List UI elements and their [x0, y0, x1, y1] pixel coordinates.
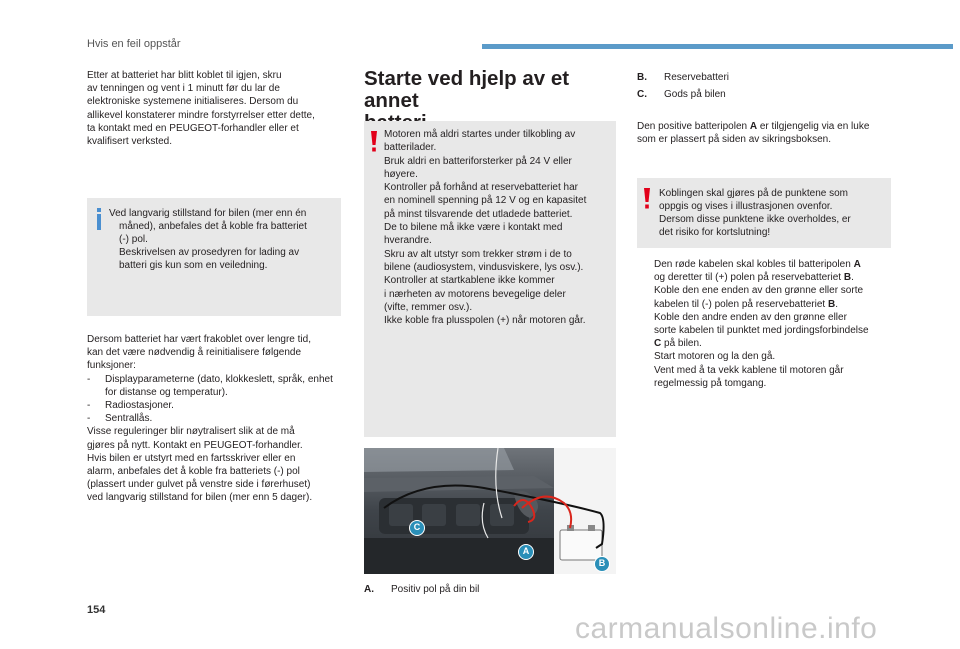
step-item [637, 364, 891, 390]
step-list [637, 258, 891, 390]
text-line: kvalifisert verksted. [87, 136, 173, 148]
list-item [87, 373, 343, 399]
dash-marker: - [87, 373, 91, 385]
text-run: regelmessig på tomgang. [654, 377, 767, 389]
step-item [637, 311, 891, 351]
text-line: Visse reguleringer blir nøytralisert slik at de må [87, 426, 295, 438]
callout-badge-c: C [409, 520, 425, 536]
text-line: alarm, anbefales det å koble fra batteriets (-) pol [87, 466, 300, 478]
text-line: en nominell spenning på 12 V og en kapasitet [384, 195, 587, 207]
text-line: Dersom batteriet har vært frakoblet over lengre tid, [87, 334, 311, 345]
heading-line: Starte ved hjelp av et annet [364, 67, 570, 112]
text-run-bold: B [827, 298, 836, 310]
left-reinit-section [87, 333, 343, 505]
legend-text: Reservebatteri [664, 72, 730, 83]
legend-text: Positiv pol på din bil [391, 584, 480, 595]
warning-icon [370, 131, 378, 153]
text-run-bold: A [749, 121, 758, 132]
text-line: ved langvarig stillstand for bilen (mer enn 5 dager). [87, 492, 313, 504]
list-item-text: Displayparameterne (dato, klokkeslett, språk, enhet for distanse og temperatur). [105, 373, 333, 398]
text-line: Ved langvarig stillstand for bilen (mer enn én [109, 208, 307, 219]
text-line: Skru av alt utstyr som trekker strøm i de to [384, 248, 572, 260]
warning-box-text [659, 187, 887, 239]
text-line: av tenningen og vent i 1 minutt før du lar de [87, 83, 280, 95]
legend-key: B. [637, 72, 647, 83]
text-line: kan det være nødvendig å reinitialisere følgende [87, 347, 302, 359]
chapter-header-bar [482, 44, 953, 49]
text-run: Start motoren og la den gå. [654, 351, 776, 363]
text-line [654, 337, 891, 350]
text-run: Koble den andre enden av den grønne eller [654, 311, 847, 323]
legend-key: C. [637, 89, 647, 100]
text-run: kabelen til (-) polen på reservebatteriet [654, 298, 828, 310]
text-line [654, 324, 891, 337]
warning-box [364, 121, 616, 437]
right-paragraph [637, 120, 891, 146]
function-list [87, 373, 343, 426]
text-line: Beskrivelsen av prosedyren for lading av [119, 247, 300, 258]
text-line: bilene (audiosystem, vindusviskere, lys osv.). [384, 261, 584, 273]
text-run: er tilgjengelig via en luke [757, 121, 870, 132]
text-line [654, 364, 891, 377]
page-number: 154 [87, 604, 106, 616]
legend-key: A. [364, 584, 374, 595]
text-line: Ikke koble fra plusspolen (+) når motoren går. [384, 315, 586, 327]
text-line: Hvis bilen er utstyrt med en fartsskriver eller en [87, 452, 296, 464]
step-item [637, 258, 891, 284]
text-line: batteri gis kun som en veiledning. [119, 260, 268, 271]
callout-badge-a: A [518, 544, 534, 560]
text-line [637, 120, 891, 133]
text-line [654, 311, 891, 324]
list-item-text: Radiostasjoner. [105, 400, 174, 412]
text-line: ta kontakt med en PEUGEOT-forhandler eller et [87, 122, 299, 134]
list-item-text: Sentrallås. [105, 413, 153, 425]
info-icon [94, 208, 104, 230]
text-line [637, 133, 891, 146]
text-line [654, 271, 891, 284]
callout-badge-b: B [594, 556, 610, 572]
text-line: det risiko for kortslutning! [659, 227, 771, 238]
warning-box [637, 178, 891, 248]
text-run-bold: B [843, 272, 852, 284]
text-line: høyere. [384, 168, 418, 180]
text-line: hverandre. [384, 235, 432, 247]
text-run: sorte kabelen til punktet med jordingsforbindelse [654, 325, 869, 337]
info-box [87, 198, 341, 316]
text-line: Etter at batteriet har blitt koblet til igjen, skru [87, 70, 282, 81]
text-line: oppgis og vises i illustrasjonen ovenfor. [659, 201, 833, 212]
text-line: (plassert under gulvet på venstre side i førerhuset) [87, 479, 311, 491]
procedure-steps [637, 258, 891, 390]
legend-text: Gods på bilen [664, 89, 726, 100]
engine-bay-illustration [364, 448, 616, 574]
text-run: . [851, 272, 854, 284]
legend-row [637, 69, 891, 86]
text-line [654, 298, 891, 311]
chapter-title: Hvis en feil oppstår [87, 38, 181, 50]
dash-marker: - [87, 400, 91, 412]
legend-row [364, 583, 616, 596]
text-run: Koble den ene enden av den grønne eller sorte [654, 285, 864, 297]
text-line: (-) pol. [119, 234, 148, 245]
step-item [637, 350, 891, 363]
dash-marker: - [87, 413, 91, 425]
text-run: som er plassert på siden av sikringsboksen. [637, 134, 831, 146]
text-line: Dersom disse punktene ikke overholdes, er [659, 214, 851, 225]
text-line: elektroniske systemene initialiseres. Dersom du [87, 96, 299, 108]
text-run: og deretter til (+) polen på reservebatteriet [654, 272, 844, 284]
left-intro-paragraph [87, 69, 343, 148]
text-line [654, 377, 891, 390]
text-run-bold: C [654, 338, 662, 350]
text-line: måned), anbefales det å koble fra batteriet [119, 221, 307, 232]
legend-row [637, 86, 891, 103]
text-run: på bilen. [661, 338, 702, 350]
text-line [654, 284, 891, 297]
text-line [654, 258, 891, 271]
text-run: . [835, 298, 838, 310]
text-line: (vifte, remmer osv.). [384, 301, 473, 313]
text-line: Motoren må aldri startes under tilkobling av [384, 129, 576, 140]
text-line: Kontroller på forhånd at reservebatteriet har [384, 182, 578, 194]
text-line: batterilader. [384, 142, 437, 154]
text-run: Vent med å ta vekk kablene til motoren går [654, 364, 844, 376]
text-line: gjøres på nytt. Kontakt en PEUGEOT-forhandler. [87, 439, 303, 451]
text-line: allikevel konstaterer mindre forstyrrelser etter dette, [87, 109, 315, 121]
text-line: i nærheten av motorens bevegelige deler [384, 288, 566, 300]
watermark: carmanualsonline.info [575, 612, 878, 645]
text-run: Den positive batteripolen [637, 121, 750, 132]
jump-start-photo [364, 448, 616, 574]
text-line: De to bilene må ikke være i kontakt med [384, 222, 563, 234]
warning-box-text [384, 128, 612, 327]
legend-list [637, 69, 891, 103]
text-line: Bruk aldri en batteriforsterker på 24 V eller [384, 155, 572, 167]
list-item [87, 412, 343, 425]
text-line: Kontroller at startkablene ikke kommer [384, 275, 555, 287]
text-line: Koblingen skal gjøres på de punktene som [659, 188, 849, 199]
step-item [637, 284, 891, 310]
text-line [654, 350, 891, 363]
info-box-text [109, 207, 337, 272]
legend-a [364, 583, 616, 596]
warning-icon [643, 188, 651, 210]
list-item [87, 399, 343, 412]
text-line: funksjoner: [87, 360, 136, 372]
text-line: på minst tilsvarende det utladede batteriet. [384, 208, 573, 220]
text-run-bold: A [853, 259, 861, 270]
text-run: Den røde kabelen skal kobles til batteripolen [654, 259, 854, 270]
